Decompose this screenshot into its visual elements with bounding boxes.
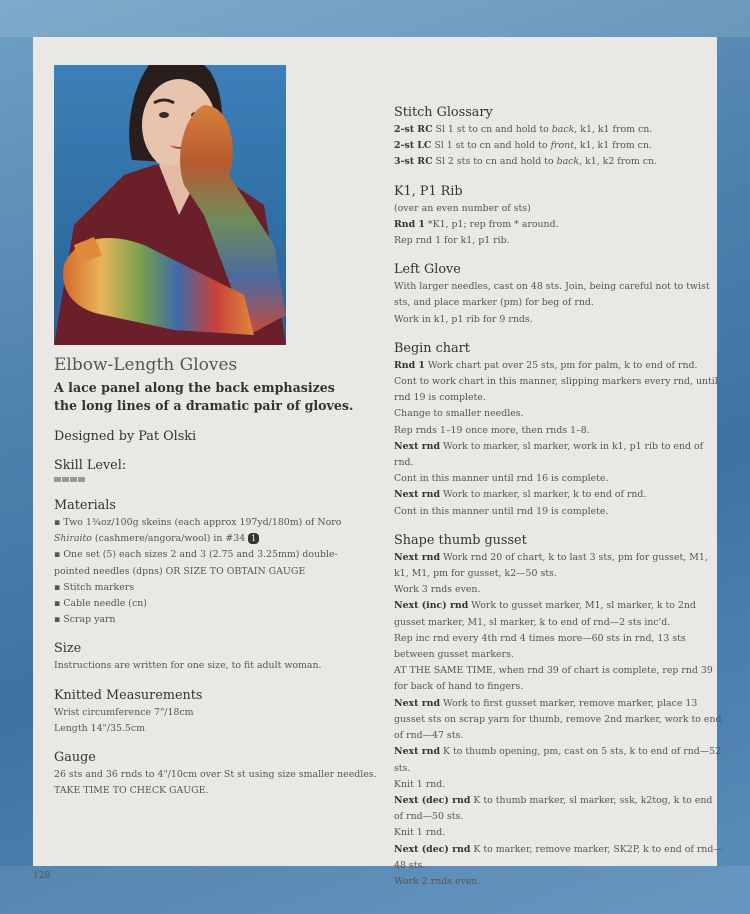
right-column bbox=[394, 105, 724, 903]
glossary-row: 3-st RC Sl 2 sts to cn and hold to back, k1, k2 from cn. bbox=[394, 156, 658, 168]
materials-heading: Materials bbox=[54, 498, 116, 513]
measurements-heading: Knitted Measurements bbox=[54, 687, 203, 703]
begin-chart-section: Begin chart Rnd 1 Work chart pat over 25 sts, pm for palm, k to end of rnd. Cont to work chart in this manner, slipping markers every rnd, until rnd 19 is complete. Change to smaller needles. Rep rnds 1–19 once more, then rnds 1–8. Next rnd Work to marker, sl marker, work in k1, p1 rib to end of rnd. Cont in this manner until rnd 16 is complete. Next rnd Work to marker, sl marker, k to end of rnd. Cont in this manner until rnd 19 is complete. bbox=[394, 341, 724, 520]
glossary-row: 2-st LC Sl 1 st to cn and hold to front, k1, k1 from cn. bbox=[394, 140, 652, 152]
bullet-icon: ▪ bbox=[54, 614, 61, 626]
size-text: Instructions are written for one size, to fit adult woman. bbox=[54, 660, 322, 672]
bullet-icon: ▪ bbox=[54, 581, 61, 593]
background-top bbox=[0, 0, 750, 37]
materials-item: ▪ Stitch markers bbox=[54, 581, 135, 593]
thumb-gusset-section: Shape thumb gusset Next rnd Work rnd 20 of chart, k to last 3 sts, pm for gusset, M1, k1, M1, pm for gusset, k2—50 sts. Work 3 rnds even. Next (inc) rnd Work to gusset marker, M1, sl marker, k to 2nd gusset marker, M1, sl marker, k to end of rnd—2 sts inc'd. Rep inc rnd every 4th rnd 4 times more—60 sts in rnd, 13 sts between gusset markers. AT THE SAME TIME, when rnd 39 of chart is complete, rep rnd 39 for back of hand to fingers. Next rnd Work to first gusset marker, remove marker, place 13 gusset sts on scrap yarn for thumb, remove 2nd marker, work to end of rnd—47 sts. Next rnd K to thumb opening, pm, cast on 5 sts, k to end of rnd—52 sts. Knit 1 rnd. Next (dec) rnd K to thumb marker, sl marker, ssk, k2tog, k to end of rnd—50 sts. Knit 1 rnd. Next (dec) rnd K to marker, remove marker, SK2P, k to end of rnd—48 sts. Work 2 rnds even. bbox=[394, 532, 723, 887]
page bbox=[33, 37, 723, 887]
glove-photo bbox=[54, 65, 286, 345]
left-glove-section: Left Glove With larger needles, cast on 48 sts. Join, being careful not to twist sts, and place marker (pm) for beg of rnd. Work in k1, p1 rib for 9 rnds. bbox=[394, 262, 724, 328]
designer-credit: Designed by Pat Olski bbox=[54, 429, 197, 444]
materials-item: ▪ Cable needle (cn) bbox=[54, 598, 147, 610]
pattern-title: Elbow-Length Gloves bbox=[54, 355, 238, 375]
stitch-glossary bbox=[394, 105, 724, 171]
begin-chart-heading: Begin chart bbox=[394, 340, 470, 356]
measurement-line: Length 14"/35.5cm bbox=[54, 722, 146, 734]
skill-block bbox=[62, 477, 69, 482]
materials-section bbox=[54, 498, 354, 628]
materials-item: ▪ One set (5) each sizes 2 and 3 (2.75 and 3.25mm) double-pointed needles (dpns) OR SIZE TO OBTAIN GAUGE bbox=[54, 549, 338, 577]
gauge-line: TAKE TIME TO CHECK GAUGE. bbox=[54, 785, 209, 797]
skill-block bbox=[54, 477, 61, 482]
yarn-weight-icon: 1 bbox=[248, 533, 259, 544]
thumb-gusset-heading: Shape thumb gusset bbox=[394, 532, 527, 548]
left-glove-heading: Left Glove bbox=[394, 262, 461, 278]
page-number: 128 bbox=[33, 871, 51, 881]
skill-level-indicator bbox=[54, 477, 354, 482]
glossary-heading: Stitch Glossary bbox=[394, 105, 493, 120]
left-column bbox=[54, 355, 377, 812]
rib-section: K1, P1 Rib (over an even number of sts) Rnd 1 *K1, p1; rep from * around. Rep rnd 1 for k1, p1 rib. bbox=[394, 184, 724, 250]
gauge-heading: Gauge bbox=[54, 750, 96, 766]
skill-level-label: Skill Level: bbox=[54, 458, 127, 473]
bullet-icon: ▪ bbox=[54, 598, 61, 610]
model-illustration bbox=[54, 65, 286, 345]
size-heading: Size bbox=[54, 641, 82, 657]
materials-item: ▪ Two 1¾oz/100g skeins (each approx 197yd/180m) of Noro Shiraito (cashmere/angora/wool) in #34 1 bbox=[54, 517, 342, 545]
gauge-section bbox=[54, 750, 377, 799]
glossary-row: 2-st RC Sl 1 st to cn and hold to back, k1, k1 from cn. bbox=[394, 124, 653, 135]
size-section bbox=[54, 641, 354, 674]
skill-block bbox=[70, 477, 77, 482]
materials-item: ▪ Scrap yarn bbox=[54, 614, 116, 626]
skill-block bbox=[78, 477, 85, 482]
bullet-icon: ▪ bbox=[54, 517, 61, 528]
measurements-section bbox=[54, 688, 354, 737]
rib-heading: K1, P1 Rib bbox=[394, 183, 463, 199]
bullet-icon: ▪ bbox=[54, 549, 61, 561]
gauge-line: 26 sts and 36 rnds to 4"/10cm over St st using size smaller needles. bbox=[54, 769, 377, 781]
pattern-intro: A lace panel along the back emphasizes the long lines of a dramatic pair of gloves. bbox=[54, 380, 354, 413]
measurement-line: Wrist circumference 7"/18cm bbox=[54, 706, 194, 718]
